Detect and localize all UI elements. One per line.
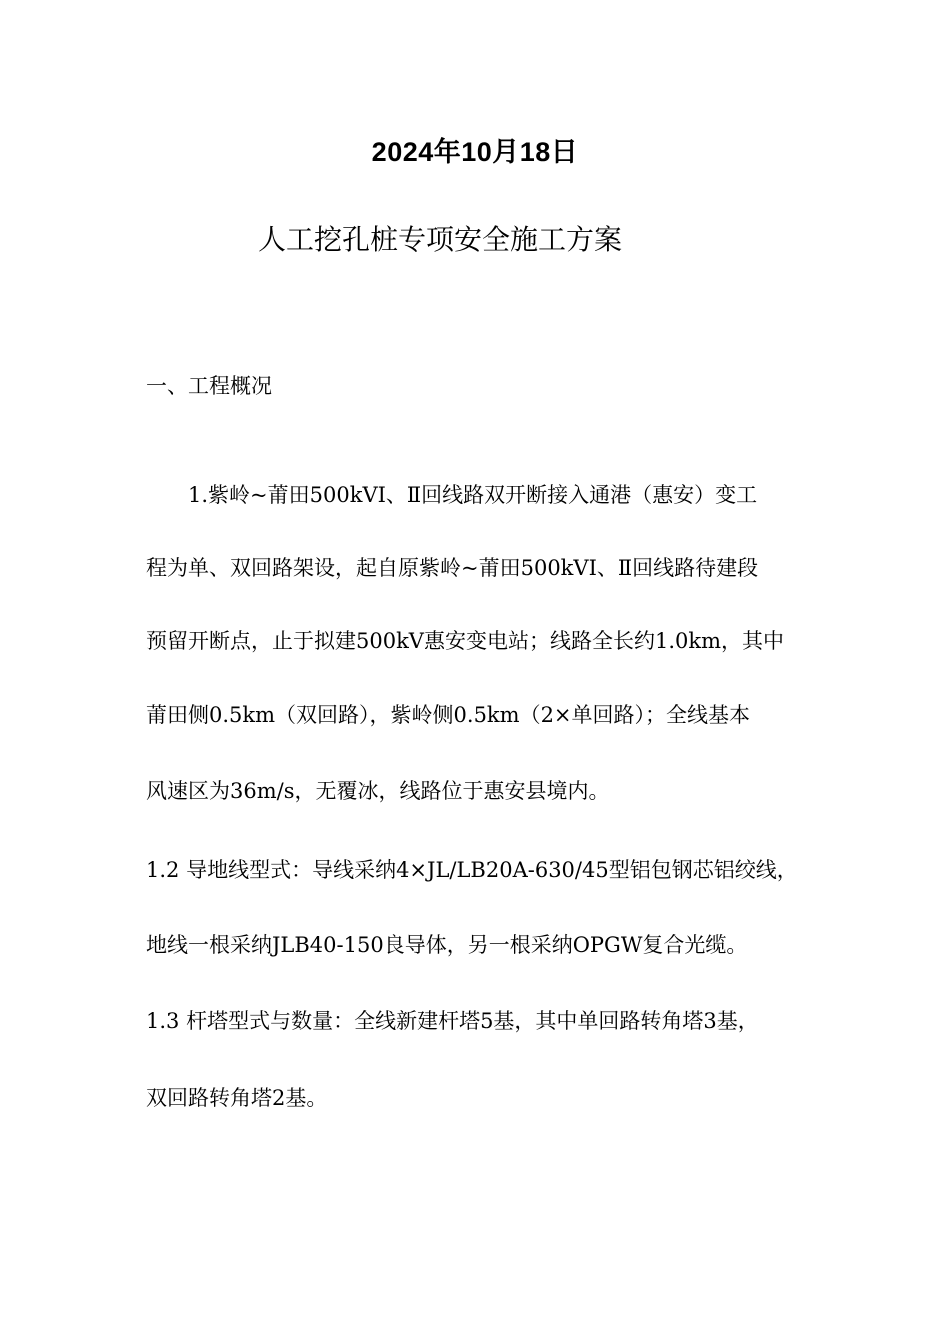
document-date: 2024年10月18日	[371, 137, 579, 167]
document-title: 人工挖孔桩专项安全施工方案	[258, 223, 623, 256]
paragraph-line: 预留开断点，止于拟建500kV惠安变电站；线路全长约1.0km，其中	[146, 629, 785, 653]
paragraph-line: 风速区为36m/s，无覆冰，线路位于惠安县境内。	[146, 779, 610, 803]
paragraph-line: 地线一根采纳JLB40-150良导体，另一根采纳OPGW复合光缆。	[146, 933, 748, 957]
paragraph-line: 双回路转角塔2基。	[146, 1086, 328, 1110]
paragraph-line: 1.3 杆塔型式与数量：全线新建杆塔5基，其中单回路转角塔3基，	[146, 1009, 759, 1033]
paragraph-line: 1.紫岭~莆田500kVⅠ、Ⅱ回线路双开断接入通港（惠安）变工	[188, 483, 758, 507]
paragraph-line: 莆田侧0.5km（双回路），紫岭侧0.5km（2×单回路）；全线基本	[146, 703, 751, 727]
section-heading: 一、工程概况	[146, 374, 272, 398]
paragraph-line: 1.2 导地线型式：导线采纳4×JL/LB20A-630/45型铝包钢芯铝绞线，	[146, 858, 798, 882]
paragraph-line: 程为单、双回路架设，起自原紫岭~莆田500kVⅠ、Ⅱ回线路待建段	[146, 556, 759, 580]
